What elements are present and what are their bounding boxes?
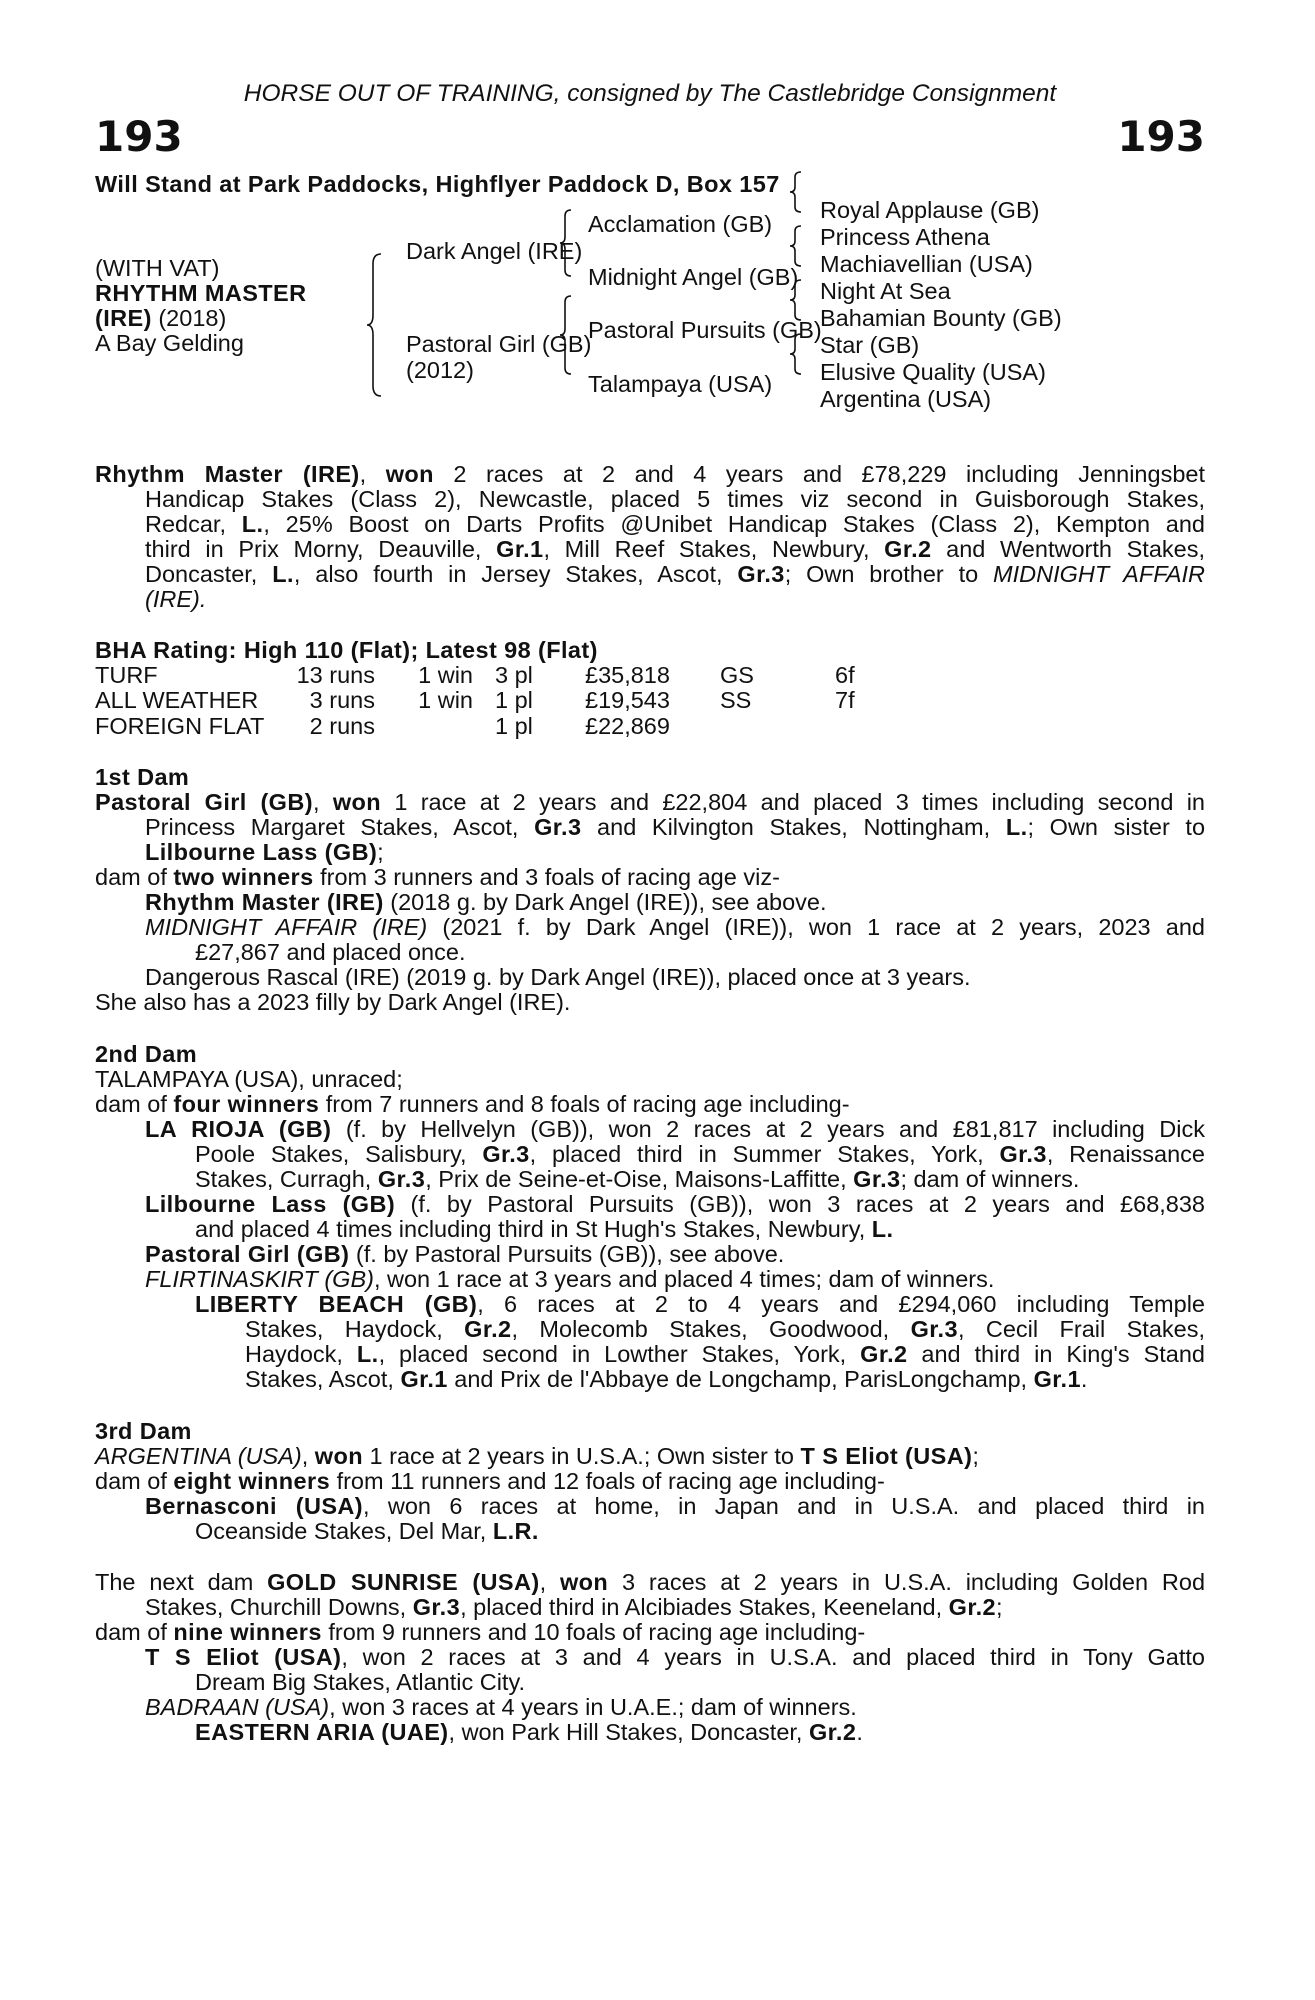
record-distance bbox=[835, 714, 895, 739]
dam2-line: Pastoral Girl (GB) (f. by Pastoral Pursuits (GB)), see above. bbox=[145, 1241, 785, 1267]
third-dam-heading: 3rd Dam bbox=[95, 1418, 192, 1444]
record-wins: 1 win bbox=[418, 662, 473, 688]
record-distance: 7f bbox=[835, 687, 855, 714]
record-prize: £22,869 bbox=[585, 712, 670, 739]
dam1-line: Rhythm Master (IRE) (2018 g. by Dark Angel (IRE)), see above. bbox=[145, 889, 827, 915]
dam1-line: dam of two winners from 3 runners and 3 foals of racing age viz- bbox=[95, 864, 780, 890]
consignment-header: HORSE OUT OF TRAINING, consigned by The Castlebridge Consignment bbox=[243, 80, 1057, 107]
first-dam-heading: 1st Dam bbox=[95, 764, 190, 790]
pedigree-dss: Bahamian Bounty (GB) bbox=[820, 305, 1062, 331]
dam2-line: TALAMPAYA (USA), unraced; bbox=[95, 1066, 403, 1092]
record-wins: 1 win bbox=[418, 687, 473, 714]
dam1-line: She also has a 2023 filly by Dark Angel (IRE). bbox=[95, 989, 571, 1015]
dam1-line: £27,867 and placed once. bbox=[195, 939, 466, 965]
record-surface: ALL WEATHER bbox=[95, 687, 259, 714]
horse-name-suffix: (IRE) (2018) bbox=[95, 305, 227, 331]
pedigree-ddd: Argentina (USA) bbox=[820, 386, 992, 412]
record-prize: £35,818 bbox=[585, 662, 670, 688]
nextdam-line: T S Eliot (USA), won 2 races at 3 and 4 years in U.S.A. and placed third in Tony Gatto bbox=[145, 1644, 1206, 1670]
dam3-line: ARGENTINA (USA), won 1 race at 2 years in U.S.A.; Own sister to T S Eliot (USA); bbox=[95, 1443, 979, 1469]
nextdam-line: Dream Big Stakes, Atlantic City. bbox=[195, 1669, 525, 1695]
pedigree-brace-sd bbox=[788, 224, 804, 268]
pedigree-dam-sire: Pastoral Pursuits (GB) bbox=[588, 317, 822, 343]
record-surface: FOREIGN FLAT bbox=[95, 712, 265, 739]
record-runs: 2 runs bbox=[309, 712, 375, 739]
pedigree-sdd: Night At Sea bbox=[820, 278, 951, 304]
dam3-line: Oceanside Stakes, Del Mar, L.R. bbox=[195, 1518, 539, 1544]
dam2-line: Stakes, Haydock, Gr.2, Molecomb Stakes, Goodwood, Gr.3, Cecil Frail Stakes, bbox=[245, 1316, 1206, 1342]
record-wins bbox=[375, 714, 495, 739]
summary-line-6: (IRE). bbox=[145, 586, 207, 612]
bha-rating-heading: BHA Rating: High 110 (Flat); Latest 98 (Flat) bbox=[95, 637, 598, 663]
pedigree-brace-main bbox=[365, 252, 385, 398]
nextdam-line: BADRAAN (USA), won 3 races at 4 years in U.A.E.; dam of winners. bbox=[145, 1694, 857, 1720]
dam2-line: Haydock, L., placed second in Lowther Stakes, York, Gr.2 and third in King's Stand bbox=[245, 1341, 1205, 1367]
dam2-line: Lilbourne Lass (GB) (f. by Pastoral Pursuits (GB)), won 3 races at 2 years and £68,838 bbox=[145, 1191, 1205, 1217]
lot-number-left: 193 bbox=[95, 112, 183, 161]
nextdam-line: dam of nine winners from 9 runners and 10 foals of racing age including- bbox=[95, 1619, 866, 1645]
nextdam-line: The next dam GOLD SUNRISE (USA), won 3 races at 2 years in U.S.A. including Golden Rod bbox=[95, 1569, 1206, 1595]
record-placed: 1 pl bbox=[495, 687, 533, 714]
record-placed: 1 pl bbox=[495, 712, 533, 739]
record-placed: 3 pl bbox=[495, 662, 533, 688]
dam2-line: Stakes, Ascot, Gr.1 and Prix de l'Abbaye de Longchamp, ParisLongchamp, Gr.1. bbox=[245, 1366, 1088, 1392]
pedigree-ssd: Princess Athena bbox=[820, 224, 990, 250]
pedigree-dam-dam: Talampaya (USA) bbox=[588, 371, 773, 397]
record-distance: 6f bbox=[835, 662, 855, 688]
summary-line-3: Redcar, L., 25% Boost on Darts Profits @Unibet Handicap Stakes (Class 2), Kempton and bbox=[145, 511, 1205, 537]
dam1-line: Dangerous Rascal (IRE) (2019 g. by Dark Angel (IRE)), placed once at 3 years. bbox=[145, 964, 971, 990]
pedigree-sire-sire: Acclamation (GB) bbox=[588, 211, 773, 237]
table-row bbox=[95, 663, 895, 688]
dam2-line: LIBERTY BEACH (GB), 6 races at 2 to 4 years and £294,060 including Temple bbox=[195, 1291, 1205, 1317]
record-prize: £19,543 bbox=[585, 687, 670, 714]
dam2-line: and placed 4 times including third in St Hugh's Stakes, Newbury, L. bbox=[195, 1216, 894, 1242]
horse-description: A Bay Gelding bbox=[95, 330, 244, 356]
vat-note: (WITH VAT) bbox=[95, 255, 220, 281]
pedigree-sds: Machiavellian (USA) bbox=[820, 251, 1033, 277]
pedigree-brace-ss bbox=[788, 170, 804, 214]
summary-line-2: Handicap Stakes (Class 2), Newcastle, placed 5 times viz second in Guisborough Stakes, bbox=[145, 486, 1205, 512]
dam1-line: MIDNIGHT AFFAIR (IRE) (2021 f. by Dark Angel (IRE)), won 1 race at 2 years, 2023 and bbox=[145, 914, 1205, 940]
race-record-table bbox=[95, 663, 895, 739]
pedigree-sss: Royal Applause (GB) bbox=[820, 197, 1040, 223]
second-dam-heading: 2nd Dam bbox=[95, 1041, 198, 1067]
pedigree-dam: Pastoral Girl (GB) bbox=[406, 331, 592, 357]
record-going: GS bbox=[720, 662, 754, 688]
nextdam-line: Stakes, Churchill Downs, Gr.3, placed third in Alcibiades Stakes, Keeneland, Gr.2; bbox=[145, 1594, 1003, 1620]
pedigree-sire: Dark Angel (IRE) bbox=[406, 238, 583, 264]
record-runs: 3 runs bbox=[309, 687, 375, 714]
dam3-line: Bernasconi (USA), won 6 races at home, in Japan and in U.S.A. and placed third in bbox=[145, 1493, 1205, 1519]
pedigree-dam-year: (2012) bbox=[406, 357, 474, 383]
dam1-line: Pastoral Girl (GB), won 1 race at 2 years and £22,804 and placed 3 times including second in bbox=[95, 789, 1205, 815]
summary-line-5: Doncaster, L., also fourth in Jersey Stakes, Ascot, Gr.3; Own brother to MIDNIGHT AFFAIR bbox=[145, 561, 1205, 587]
dam2-line: Poole Stakes, Salisbury, Gr.3, placed third in Summer Stakes, York, Gr.3, Renaissance bbox=[195, 1141, 1206, 1167]
record-runs: 13 runs bbox=[296, 662, 375, 688]
record-going bbox=[720, 714, 835, 739]
summary-line-1: Rhythm Master (IRE), won 2 races at 2 and 4 years and £78,229 including Jenningsbet bbox=[95, 461, 1205, 487]
dam1-line: Lilbourne Lass (GB); bbox=[145, 839, 384, 865]
pedigree-dsd: Star (GB) bbox=[820, 332, 920, 358]
pedigree-dds: Elusive Quality (USA) bbox=[820, 359, 1046, 385]
table-row bbox=[95, 714, 895, 739]
dam2-line: LA RIOJA (GB) (f. by Hellvelyn (GB)), won 2 races at 2 years and £81,817 including Dick bbox=[145, 1116, 1205, 1142]
table-row bbox=[95, 688, 895, 713]
dam3-line: dam of eight winners from 11 runners and 12 foals of racing age including- bbox=[95, 1468, 885, 1494]
dam2-line: Stakes, Curragh, Gr.3, Prix de Seine-et-Oise, Maisons-Laffitte, Gr.3; dam of winners. bbox=[195, 1166, 1080, 1192]
dam2-line: dam of four winners from 7 runners and 8 foals of racing age including- bbox=[95, 1091, 850, 1117]
dam2-line: FLIRTINASKIRT (GB), won 1 race at 3 years and placed 4 times; dam of winners. bbox=[145, 1266, 995, 1292]
dam1-line: Princess Margaret Stakes, Ascot, Gr.3 and Kilvington Stakes, Nottingham, L.; Own sister to bbox=[145, 814, 1206, 840]
summary-line-4: third in Prix Morny, Deauville, Gr.1, Mill Reef Stakes, Newbury, Gr.2 and Wentworth Stakes, bbox=[145, 536, 1205, 562]
horse-name: RHYTHM MASTER bbox=[95, 280, 307, 306]
nextdam-line: EASTERN ARIA (UAE), won Park Hill Stakes, Doncaster, Gr.2. bbox=[195, 1719, 863, 1745]
lot-number-right: 193 bbox=[1117, 112, 1205, 161]
stabling-location: Will Stand at Park Paddocks, Highflyer Paddock D, Box 157 bbox=[95, 171, 780, 197]
pedigree-sire-dam: Midnight Angel (GB) bbox=[588, 264, 799, 290]
record-surface: TURF bbox=[95, 662, 158, 688]
record-going: SS bbox=[720, 687, 752, 714]
